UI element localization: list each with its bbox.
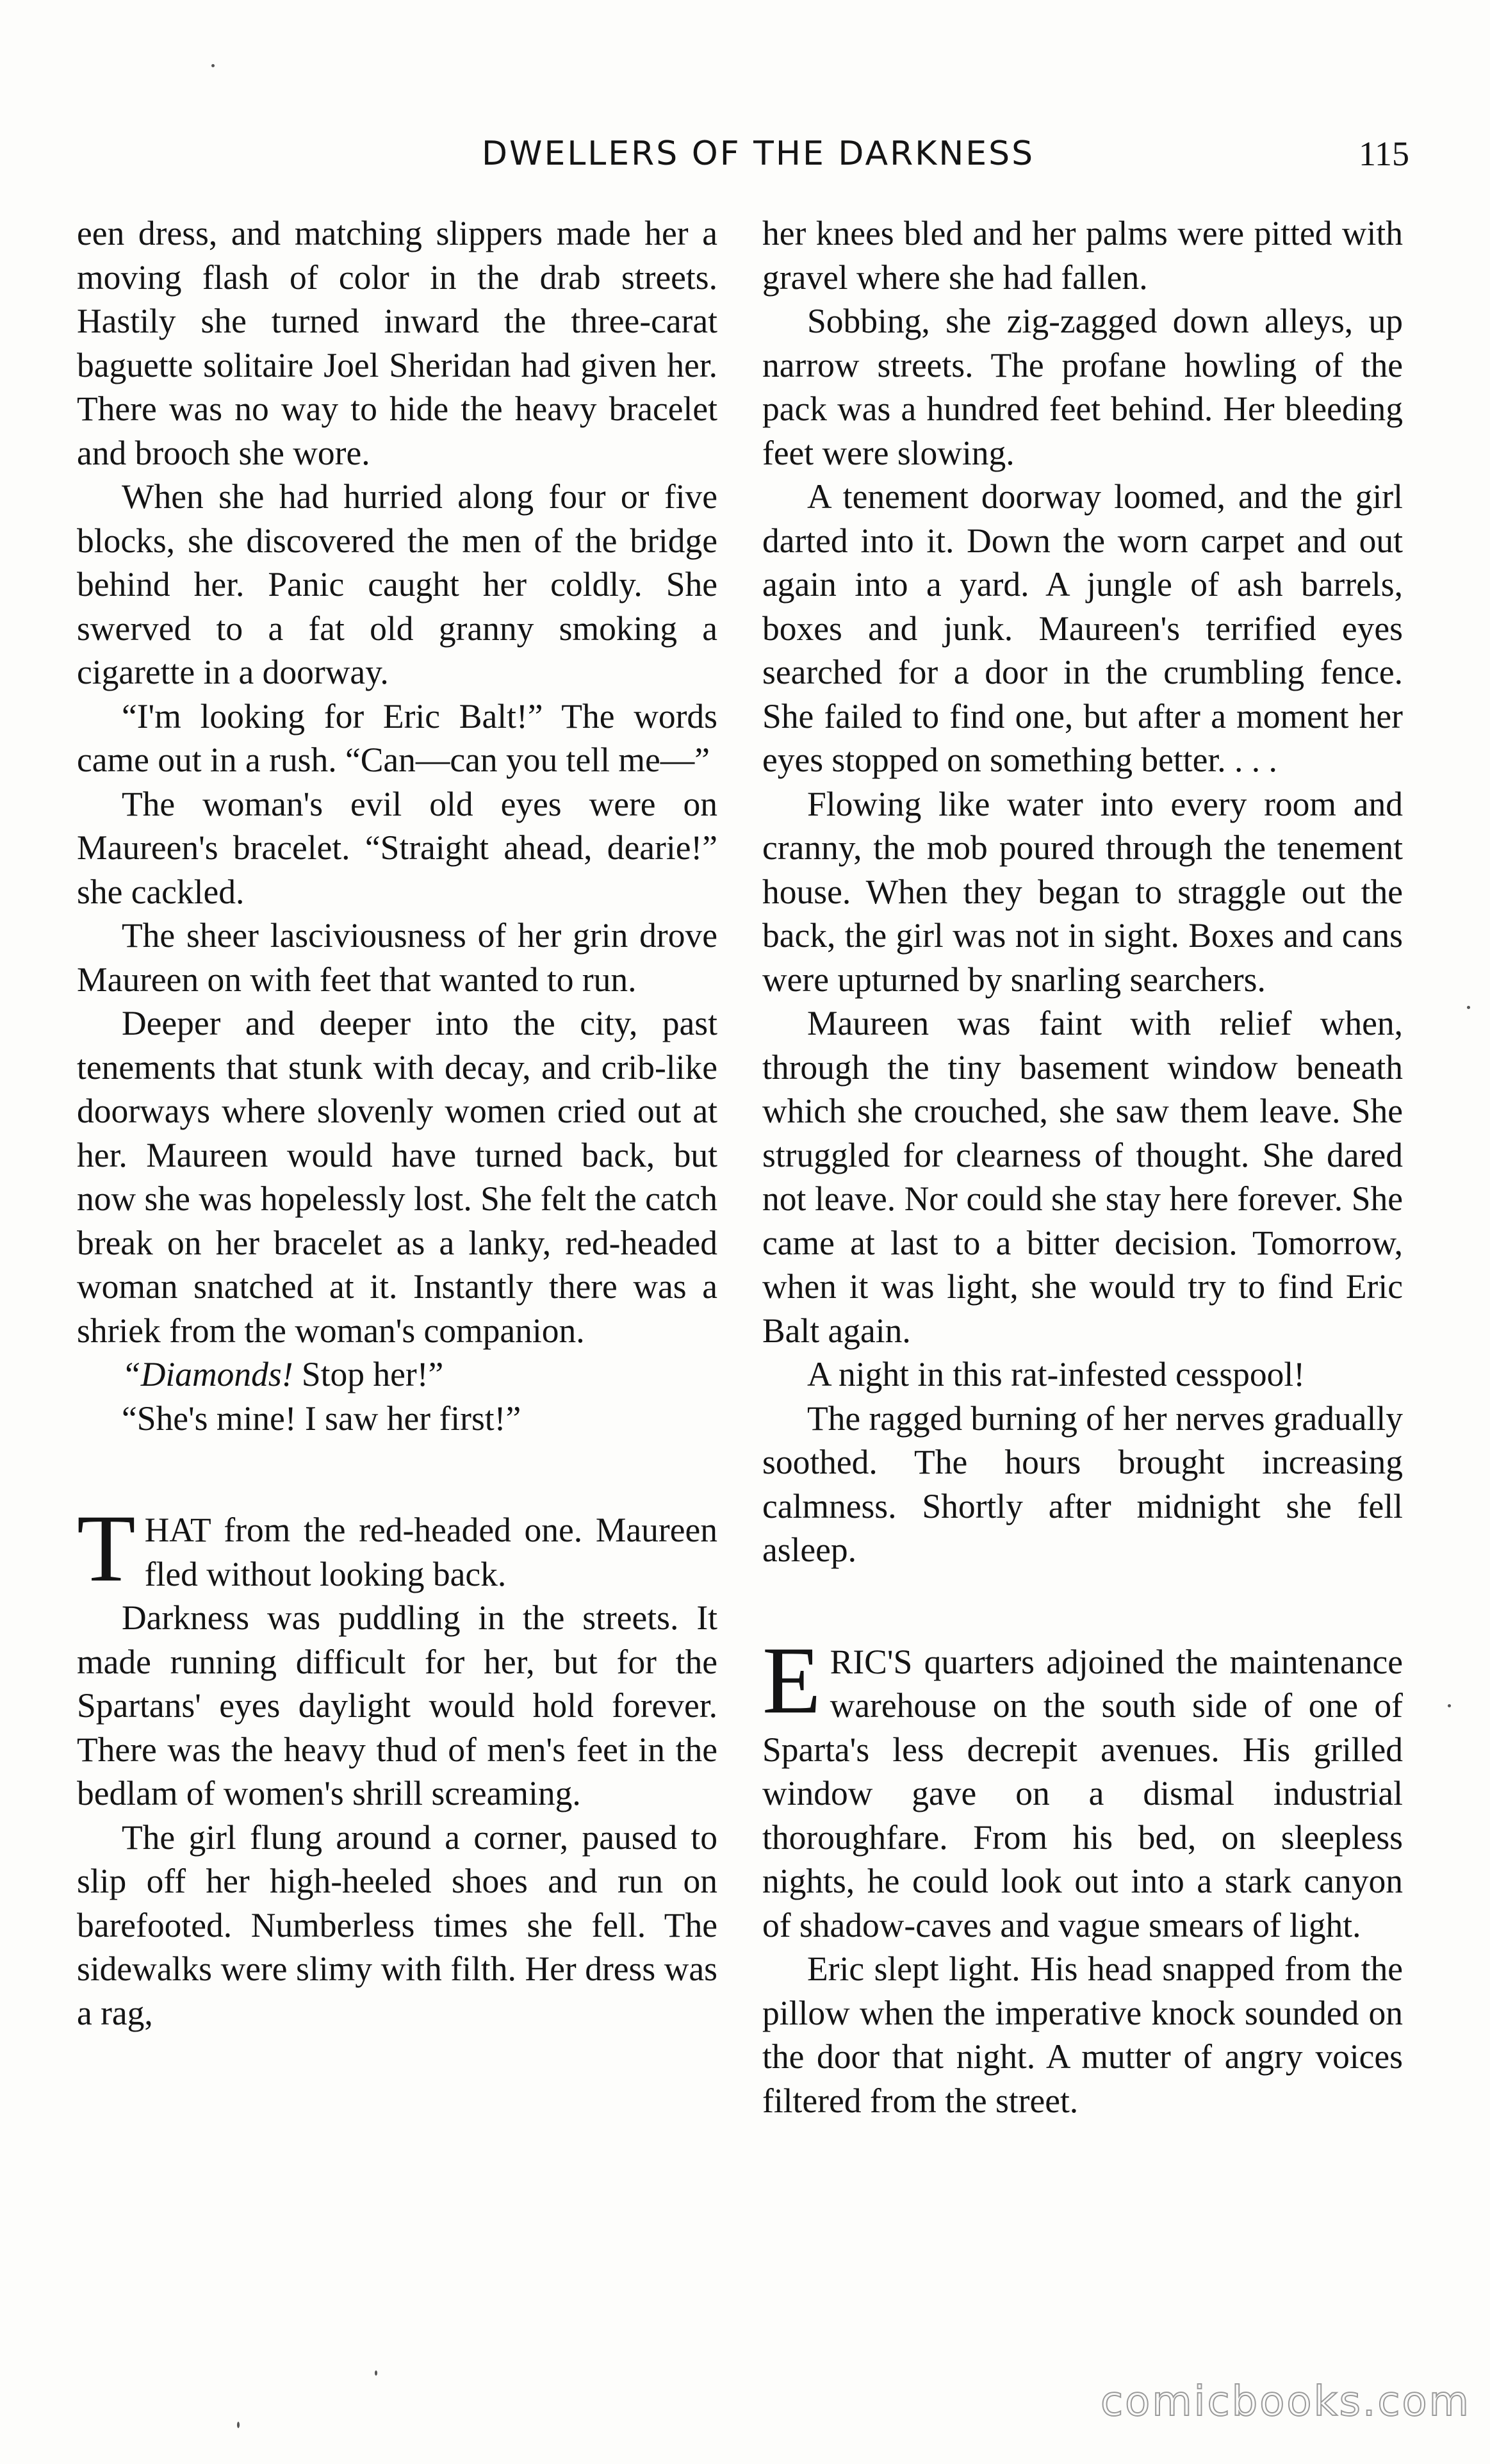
section-break bbox=[762, 1572, 1403, 1640]
print-speck bbox=[1448, 1704, 1451, 1707]
print-speck bbox=[211, 64, 215, 67]
paragraph: Sobbing, she zig-zagged down alleys, up narrow streets. The profane howling of the pack was a hundred feet behind. Her bleeding feet were slowing. bbox=[762, 302, 1403, 472]
running-title: DWELLERS OF THE DARKNESS bbox=[482, 135, 1035, 173]
paragraph: Darkness was puddling in the streets. It made running difficult for her, but for the Spartans' eyes daylight would hold forever. There was the heavy thud of men's feet in the bedlam of women's shrill screaming. bbox=[77, 1598, 717, 1812]
paragraph: A tenement doorway loomed, and the girl darted into it. Down the worn carpet and out again into a yard. A jungle of ash barrels, boxes and junk. Maureen's terrified eyes searched for a door in the crumbling fence. She failed to find one, but after a moment her eyes stopped on something better. . . . bbox=[762, 477, 1403, 779]
watermark: comicbooks.com bbox=[1100, 2378, 1471, 2426]
section-break bbox=[77, 1440, 717, 1508]
paragraph-text: RIC'S quarters adjoined the maintenance warehouse on the south side of one of Sparta's less decrepit avenues. His grilled window gave on a dismal industrial thoroughfare. From his bed, on sleepless nights, he could look out into a stark canyon of shadow-caves and vague smears of light. bbox=[762, 1642, 1403, 1944]
italic-exclamation: “Diamonds! bbox=[122, 1355, 293, 1393]
paragraph: The girl flung around a corner, paused to slip off her high-heeled shoes and run on barefooted. Numberless times she fell. The sidewalks were slimy with filth. Her dress was a rag, bbox=[77, 1818, 717, 2032]
paragraph: “I'm looking for Eric Balt!” The words came out in a rush. “Can—can you tell me—” bbox=[77, 696, 717, 779]
paragraph: een dress, and matching slippers made her a moving flash of color in the drab streets. Hastily she turned inward the three-carat baguette solitaire Joel Sheridan had given her. There was no way to hide the heavy bracelet and brooch she wore. bbox=[77, 214, 717, 472]
print-speck bbox=[237, 2422, 240, 2428]
left-column bbox=[77, 211, 717, 2035]
paragraph: The woman's evil old eyes were on Maureen's bracelet. “Straight ahead, dearie!” she cackled. bbox=[77, 784, 717, 911]
paragraph: her knees bled and her palms were pitted with gravel where she had fallen. bbox=[762, 214, 1403, 297]
print-speck bbox=[1467, 1006, 1470, 1009]
drop-cap: T bbox=[77, 1495, 136, 1602]
paragraph: Flowing like water into every room and cranny, the mob poured through the tenement house. When they began to straggle out the back, the girl was not in sight. Boxes and cans were upturned by snarling searchers. bbox=[762, 784, 1403, 999]
paragraph: When she had hurried along four or five blocks, she discovered the men of the bridge behind her. Panic caught her coldly. She swerved to a fat old granny smoking a cigarette in a doorway. bbox=[77, 477, 717, 691]
running-header bbox=[77, 128, 1416, 179]
paragraph: The ragged burning of her nerves gradually soothed. The hours brought increasing calmness. Shortly after midnight she fell asleep. bbox=[762, 1399, 1403, 1569]
paragraph: A night in this rat-infested cesspool! bbox=[807, 1355, 1306, 1393]
paragraph bbox=[77, 1495, 717, 1602]
paragraph-text: HAT from the red-headed one. Maureen fled without looking back. bbox=[144, 1511, 717, 1593]
right-column bbox=[762, 211, 1403, 2123]
print-speck bbox=[375, 2370, 377, 2376]
paragraph: “She's mine! I saw her first!” bbox=[122, 1399, 521, 1438]
paragraph: The sheer lasciviousness of her grin drove Maureen on with feet that wanted to run. bbox=[77, 916, 717, 999]
paragraph bbox=[77, 1352, 717, 1397]
paragraph: Deeper and deeper into the city, past tenements that stunk with decay, and crib-like doorways where slovenly women cried out at her. Maureen would have turned back, but now she was hopelessly lost. She felt the catch break on her bracelet as a lanky, red-headed woman snatched at it. Instantly there was a shriek from the woman's companion. bbox=[77, 1004, 717, 1350]
drop-cap: E bbox=[762, 1627, 821, 1734]
paragraph: Eric slept light. His head snapped from the pillow when the imperative knock sounded on the door that night. A mutter of angry voices filtered from the street. bbox=[762, 1950, 1403, 2120]
page-number: 115 bbox=[1359, 135, 1409, 173]
paragraph-text: Stop her!” bbox=[293, 1355, 444, 1393]
paragraph: Maureen was faint with relief when, through the tiny basement window beneath which she crouched, she saw them leave. She struggled for clearness of thought. She dared not leave. Nor could she stay here forever. She came at last to a bitter decision. Tomorrow, when it was light, she would try to find Eric Balt again. bbox=[762, 1004, 1403, 1350]
paragraph bbox=[762, 1627, 1403, 1948]
